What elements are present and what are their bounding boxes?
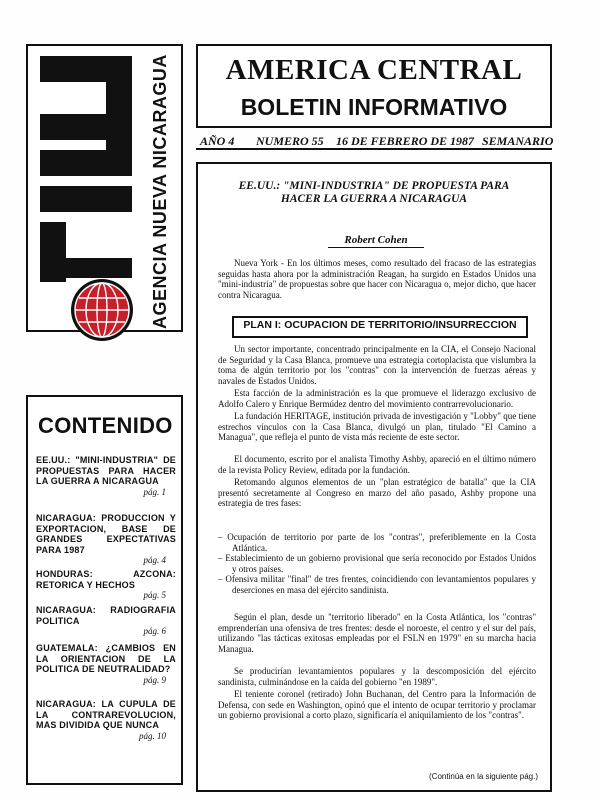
phase-item: – Ofensiva militar "final" de tres frentes, coincidiendo con levantamientos populares y deserciones en masa del ejército sandinista.	[218, 574, 536, 595]
toc-item[interactable]	[36, 643, 176, 686]
toc-item[interactable]	[36, 569, 176, 601]
issue-year: AÑO 4	[200, 134, 235, 148]
toc-item-page: pág. 5	[143, 590, 166, 600]
article-author: Robert Cohen	[328, 234, 424, 248]
article-paragraph: Retomando algunos elementos de un "plan estratégico de batalla" que la CIA presentó secretamente al Congreso en marzo del año pasado, Ashby propone una estrategia de tres fases:	[218, 477, 536, 509]
article-headline: EE.UU.: "MINI-INDUSTRIA" DE PROPUESTA PARA HACER LA GUERRA A NICARAGUA	[238, 180, 510, 205]
globe-icon	[70, 278, 134, 342]
phase-item: – Ocupación de territorio por parte de los "contras", preferiblemente en la Costa Atlántica.	[218, 532, 536, 553]
logo-stroke	[40, 150, 132, 176]
toc-item[interactable]	[36, 455, 176, 498]
article-paragraph: Se producirían levantamientos populares y la descomposición del ejército sandinista, culminándose en la caída del gobierno "en 1989".	[218, 666, 536, 687]
toc-item-title: GUATEMALA: ¿CAMBIOS EN LA ORIENTACION DE LA POLITICA DE NEUTRALIDAD?	[36, 643, 176, 674]
toc-item-title: NICARAGUA: RADIOGRAFIA POLITICA	[36, 605, 176, 626]
toc-item-title: HONDURAS: AZCONA: RETORICA Y HECHOS	[36, 569, 176, 590]
article-paragraph: El documento, escrito por el analista Timothy Ashby, apareció en el último número de la revista Policy Review, editada por la fundación.	[218, 454, 536, 475]
issue-number: NUMERO 55	[256, 134, 324, 148]
logo-stroke	[40, 114, 132, 140]
toc-item-title: NICARAGUA: LA CUPULA DE LA CONTRAREVOLUCION, MAS DIVIDIDA QUE NUNCA	[36, 699, 176, 730]
contents-heading: CONTENIDO	[38, 413, 173, 438]
toc-item[interactable]	[36, 513, 176, 566]
agency-logo	[26, 44, 183, 332]
toc-item-page: pág. 6	[143, 626, 166, 636]
issue-frequency: SEMANARIO	[482, 134, 554, 148]
phase-list	[218, 532, 536, 596]
toc-item-page: pág. 4	[143, 555, 166, 565]
publication-title: AMERICA CENTRAL	[225, 54, 523, 86]
toc-item-title: EE.UU.: "MINI-INDUSTRIA" DE PROPUESTAS PARA HACER LA GUERRA A NICARAGUA	[36, 455, 176, 486]
contents-box	[26, 395, 183, 785]
logo-stroke	[40, 258, 132, 278]
article-paragraph: La fundación HERITAGE, institución privada de investigación y "Lobby" que tiene estrechos vínculos con la Casa Blanca, divulgó un plan, titulado "El Camino a Managua", que refleja el punto de vista más reciente de este sector.	[218, 411, 536, 443]
continuation-note: (Continúa en la siguiente pág.)	[429, 772, 538, 781]
issue-line	[196, 130, 552, 150]
publication-subtitle: BOLETIN INFORMATIVO	[240, 94, 508, 120]
agency-name: AGENCIA NUEVA NICARAGUA	[150, 54, 170, 330]
toc-item-title: NICARAGUA: PRODUCCION Y EXPORTACION, BASE DE GRANDES EXPECTATIVAS PARA 1987	[36, 513, 176, 555]
article-paragraph: Esta facción de la administración es la que promueve el liderazgo exclusivo de Adolfo Calero y Enrique Bermúdez dentro del movimiento contrarrevolucionario.	[218, 388, 536, 409]
section-heading: PLAN I: OCUPACION DE TERRITORIO/INSURRECCION	[232, 316, 528, 338]
phase-item: – Establecimiento de un gobierno provisional que sería reconocido por Estados Unidos y otros países.	[218, 553, 536, 574]
toc-item-page: pág. 9	[143, 674, 166, 685]
article-paragraph: El teniente coronel (retirado) John Buchanan, del Centro para la Información de Defensa, con sede en Washington, opinó que el intento de ocupar territorio y proclamar un gobierno provisional a corto plazo, significaría el aniquilamiento de los "contras".	[218, 689, 536, 721]
article-paragraph: Un sector importante, concentrado principalmente en la CIA, el Consejo Nacional de Seguridad y la Casa Blanca, promueve una estrategia cortoplacista que vislumbra la toma de algún territorio por los "contras" con la intervención de fuerzas aéreas y navales de Estados Unidos.	[218, 344, 536, 386]
article	[196, 162, 552, 792]
article-intro: Nueva York - En los últimos meses, como resultado del fracaso de las estrategias seguidas hasta ahora por la administración Reagan, ha surgido en Estados Unidos una "mini-industria" de propuestas sobre que hacer con Nicaragua o, mejor dicho, que hacer contra Nicaragua.	[218, 258, 536, 300]
logo-stroke	[40, 186, 132, 212]
toc-item[interactable]	[36, 699, 176, 742]
toc-item-page: pág. 1	[143, 486, 166, 497]
article-paragraph: Según el plan, desde un "territorio liberado" en la Costa Atlántica, los "contras" emprenderían una ofensiva de tres frentes: desde el noroeste, el centro y el sur del país, utilizando "las tácticas exitosas empleadas por el FSLN en 1979" en su marcha hacia Managua.	[218, 612, 536, 654]
toc-item-page: pág. 10	[139, 730, 166, 741]
toc-item[interactable]	[36, 605, 176, 637]
masthead	[196, 44, 552, 128]
issue-date: 16 DE FEBRERO DE 1987	[336, 134, 475, 148]
